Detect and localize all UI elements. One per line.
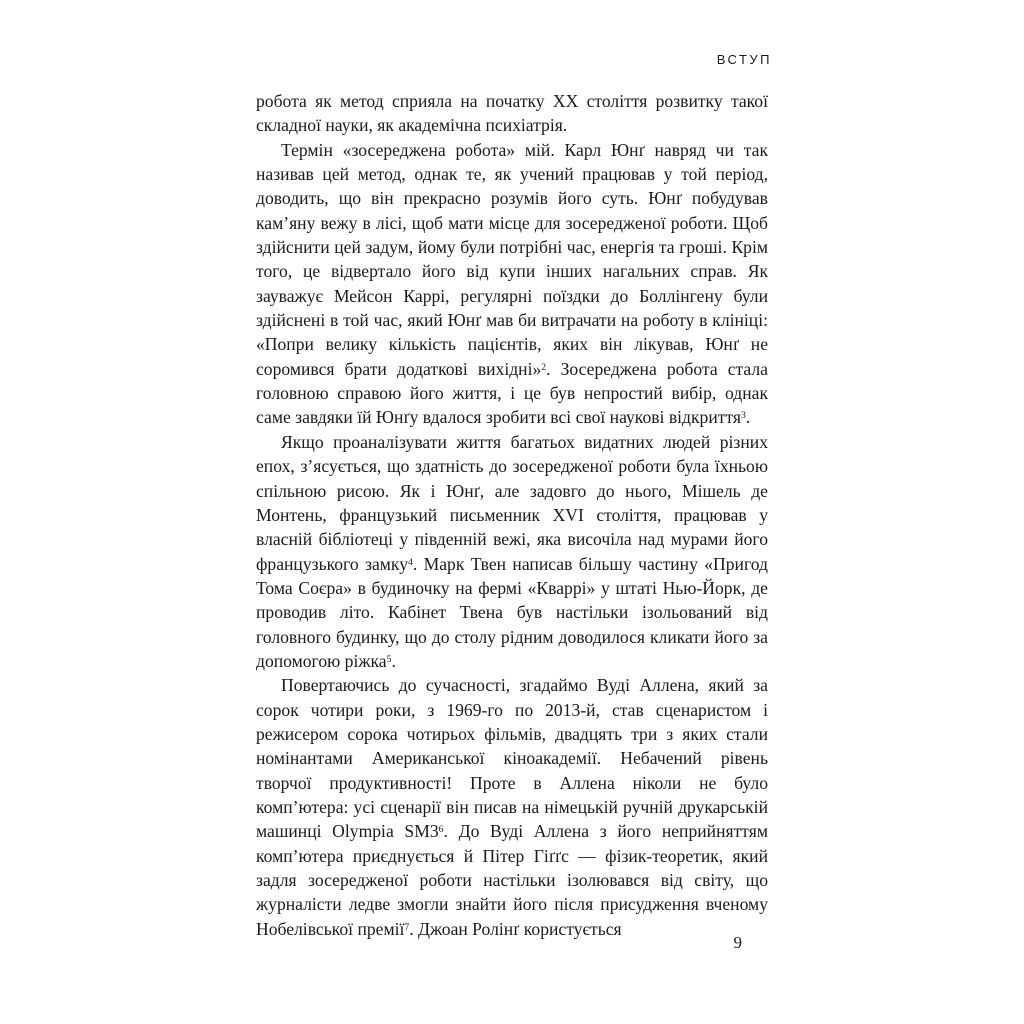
footnote-marker: 4: [408, 556, 413, 568]
paragraph-text: .: [745, 407, 751, 428]
paragraph-text: . Джоан Ролінґ користується: [409, 918, 622, 939]
paragraph: [256, 138, 768, 430]
page-number: 9: [733, 933, 742, 952]
footnote-marker: 5: [386, 654, 392, 666]
paragraph-text: .: [391, 650, 396, 671]
footnote-marker: 7: [404, 921, 410, 933]
paragraph-text: . Зосереджена робота стала головною справою його життя, і це був непростий вибір, однак саме завдяки їй Юнґу вдалося зробити всі свої наукові відкриття: [256, 358, 768, 428]
footnote-marker: 3: [741, 410, 746, 422]
paragraph-text: . Марк Твен написав більшу частину «Пригод Тома Соєра» в будиночку на фермі «Кваррі» у штаті Нью-Йорк, де проводив літо. Кабінет Твена був настільки ізольований від головного будинку, що до столу рідним доводилося кликати його за допомогою ріжка: [256, 553, 768, 671]
paragraph: [256, 430, 768, 673]
paragraph-text: Термін «зосереджена робота» мій. Карл Юнґ навряд чи так називав цей метод, однак те, як учений працював у той період, доводить, що він прекрасно розумів його суть. Юнґ побудував кам’яну вежу в лісі, щоб мати місце для зосередженої роботи. Щоб здійснити цей задум, йому були потрібні час, енергія та гроші. Крім того, це відвертало його від купи інших нагальних справ. Як зауважує Мейсон Каррі, регулярні поїздки до Боллінгену були здійснені в той час, який Юнґ мав би витрачати на роботу в клініці: «Попри велику кількість пацієнтів, яких він лікував, Юнґ не соромився брати додаткові вихідні»: [256, 139, 768, 379]
footnote-marker: 2: [541, 361, 547, 373]
running-head: ВСТУП: [716, 52, 772, 67]
paragraph: [256, 89, 768, 138]
body-text: [256, 89, 768, 941]
footnote-marker: 6: [438, 824, 444, 836]
paragraph-text: робота як метод сприяла на початку XX століття розвитку такої складної науки, як академічна психіатрія.: [256, 91, 768, 136]
paragraph-text: Повертаючись до сучасності, згадаймо Вуді Аллена, який за сорок чотири роки, з 1969-го по 2013-й, став сценаристом і режисером сорока чотирьох фільмів, двадцять три з яких стали номінантами Американської кіноакадемії. Небачений рівень творчої продуктивності! Проте в Аллена ніколи не було комп’ютера: усі сценарії він писав на німецькій ручній друкарській машинці Olympia SM3: [256, 675, 768, 842]
paragraph: [256, 673, 768, 941]
paragraph-text: . До Вуді Аллена з його неприйняттям комп’ютера приєднується й Пітер Гіґґс — фізик-теоретик, який задля зосередженої роботи настільки ізолювався від світу, що журналісти ледве змогли знайти його після присудження вченому Нобелівської премії: [256, 821, 768, 939]
paragraph-text: Якщо проаналізувати життя багатьох видатних людей різних епох, з’ясується, що здатність до зосередженої роботи була їхньою спільною рисою. Як і Юнґ, але задовго до нього, Мішель де Монтень, французький письменник XVI століття, працював у власній бібліотеці у південній вежі, яка височіла над мурами його французького замку: [256, 431, 768, 574]
